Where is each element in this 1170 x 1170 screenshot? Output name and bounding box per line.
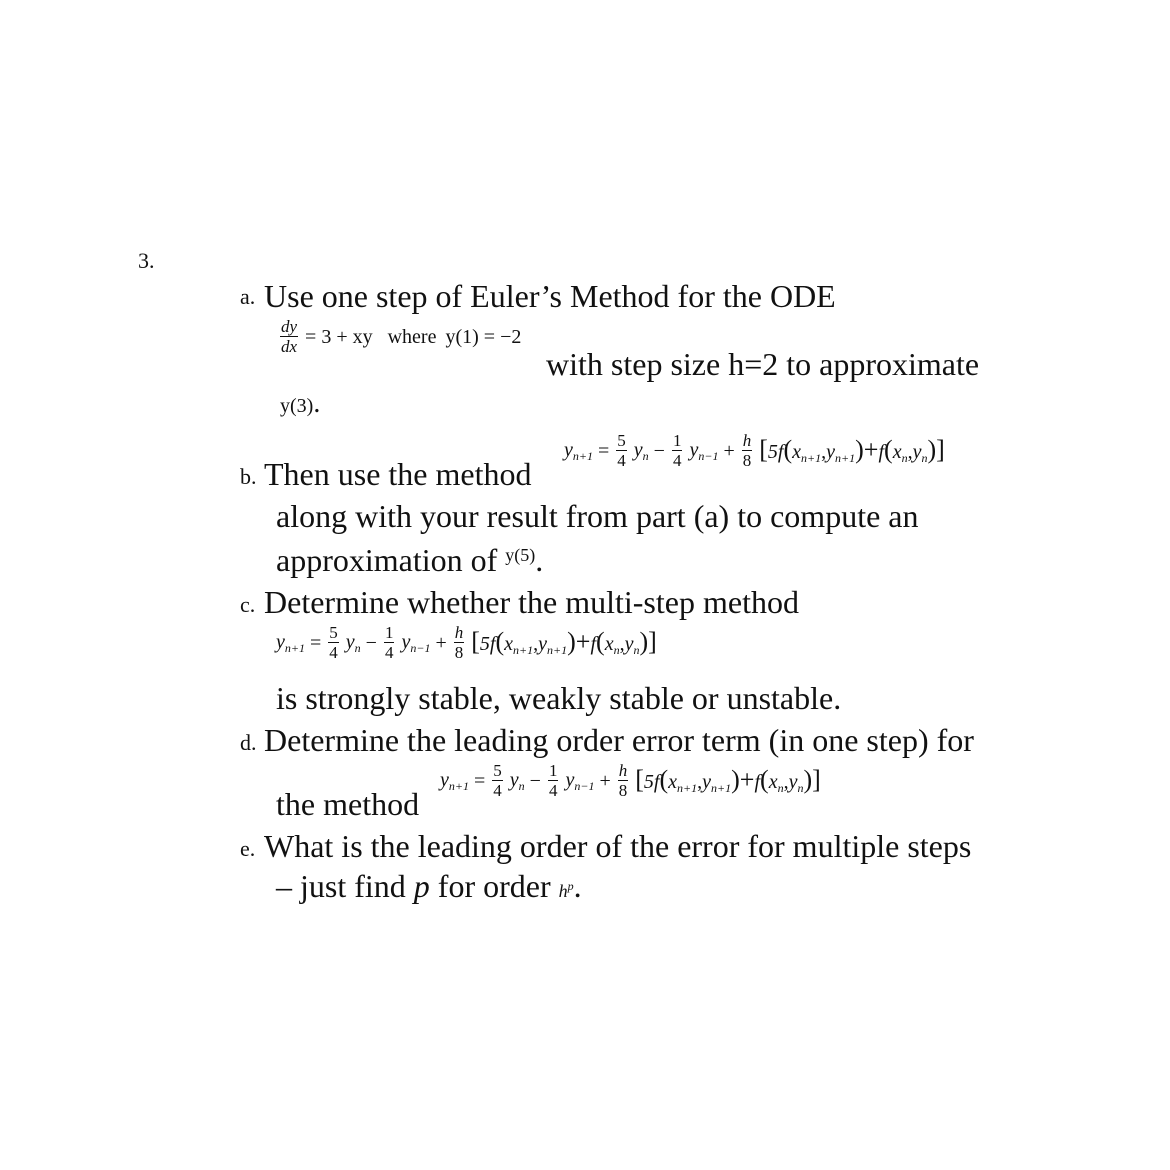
formula-c-frac-5-4: $\frac{5}{4}$ — [329, 623, 338, 662]
formula-b-frac-1-4: $\frac{1}{4}$ — [672, 431, 682, 470]
part-c-letter: c. — [240, 592, 256, 617]
formula-d-frac-h-8: $\frac{h}{8}$ — [618, 761, 628, 800]
part-c-line3: is strongly stable, weakly stable or unstable. — [276, 680, 842, 716]
part-a-line1: Use one step of Euler’s Method for the ODE — [264, 278, 836, 314]
part-b-line3: approximation of $^{y(5)}$. — [276, 542, 544, 578]
part-d-line2: the method — [276, 786, 420, 822]
formula-d: $y_{n+1}$ = $\frac{5}{4}$ $y_n$ − $\frac{1}{4}$ $y_{n-1}$ + $\frac{h}{8}$ $[5f(x_{n+1},y_{n+1})+f(x_n,y_n)]$ — [440, 761, 821, 800]
dy: dy — [281, 317, 298, 336]
part-b-line2: along with your result from part (a) to compute an — [276, 498, 919, 534]
part-a-ode — [278, 318, 521, 355]
formula-c-frac-h-8: $\frac{h}{8}$ — [454, 623, 464, 662]
part-b-period: . — [535, 542, 544, 578]
part-e-period: . — [573, 868, 582, 904]
y3: y(3) — [280, 395, 314, 417]
dy-dx-fraction — [280, 318, 298, 355]
dx: dx — [281, 337, 298, 356]
ode-initial-condition: y(1) = −2 — [445, 325, 522, 348]
part-a-period: . — [313, 388, 321, 419]
formula-b-frac-h-8: $\frac{h}{8}$ — [742, 431, 752, 470]
formula-b-lhs: $y_{n+1}$ — [564, 438, 593, 463]
part-e-line1: What is the leading order of the error for multiple steps — [264, 828, 972, 864]
part-c-line1: Determine whether the multi-step method — [264, 584, 799, 620]
part-a-target — [280, 390, 320, 418]
y5: y(5) — [505, 545, 536, 565]
part-e-line2: – just find p for order $h^p$. — [276, 868, 582, 904]
problem-number: 3. — [138, 248, 155, 273]
ode-rhs: = 3 + xy — [305, 325, 373, 348]
part-b-letter: b. — [240, 464, 257, 489]
part-a-line2: with step size h=2 to approximate — [546, 346, 980, 382]
part-a-letter: a. — [240, 284, 256, 309]
part-e-letter: e. — [240, 836, 256, 861]
formula-c: $y_{n+1}$ = $\frac{5}{4}$ $y_n$ − $\frac{1}{4}$ $y_{n-1}$ + $\frac{h}{8}$ $[5f(x_{n+1},y_{n+1})+f(x_n,y_n)]$ — [276, 623, 657, 662]
part-d-letter: d. — [240, 730, 257, 755]
formula-b-frac-5-4: $\frac{5}{4}$ — [617, 431, 626, 470]
p-variable: p — [413, 868, 430, 904]
part-b-line1: Then use the method — [264, 456, 532, 492]
formula-b: $y_{n+1}$ = $\frac{5}{4}$ $y_n$ − $\frac{1}{4}$ $y_{n-1}$ + $\frac{h}{8}$ $[5f(x_{n+1},y_{n+1})+f(x_n,y_n)]$ — [564, 431, 945, 470]
formula-c-frac-1-4: $\frac{1}{4}$ — [384, 623, 394, 662]
part-d-line1: Determine the leading order error term (in one step) for — [264, 722, 974, 758]
formula-d-frac-1-4: $\frac{1}{4}$ — [548, 761, 558, 800]
formula-d-frac-5-4: $\frac{5}{4}$ — [493, 761, 502, 800]
ode-where: where — [387, 325, 437, 348]
h-power-p: $h^p$ — [558, 879, 574, 901]
